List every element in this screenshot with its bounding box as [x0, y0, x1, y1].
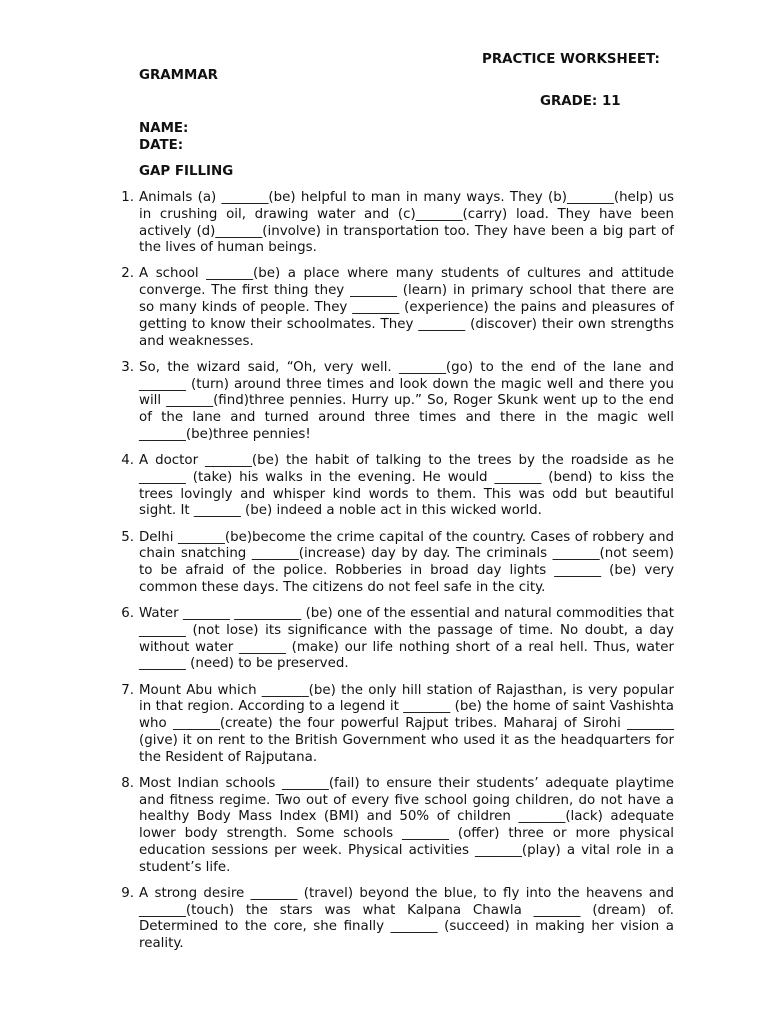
date-label: DATE: [139, 138, 184, 153]
question-text: A strong desire _______ (travel) beyond the blue, to fly into the heavens and _______(touch) the stars was what Kalpana Chawla _______ (dream) of. Determined to the core, she finally _______ (succeed) in making her vision a reality. [139, 885, 674, 952]
question-text: Animals (a) _______(be) helpful to man in many ways. They (b)_______(help) us in crushing oil, drawing water and (c)_______(carry) load. They have been actively (d)_______(involve) in transportation too. They have been a big part of the lives of human beings. [139, 190, 674, 256]
question-number: 6. [121, 606, 134, 622]
name-label: NAME: [139, 121, 189, 136]
question-text: So, the wizard said, “Oh, very well. _______(go) to the end of the lane and _______ (turn) around three times and look down the magic well and there you will _______(find)three pennies. Hurry up.” So, Roger Skunk went up to the end of the lane and turned around three times and there in the magic well _______(be)three pennies! [139, 359, 674, 442]
grade-label: GRADE: 11 [540, 94, 621, 109]
question-item [121, 529, 674, 597]
question-text: A doctor _______(be) the habit of talking to the trees by the roadside as he _______ (take) his walks in the evening. He would _______ (bend) to kiss the trees lovingly and whisper kind words to them. This was odd but beautiful sight. It _______ (be) indeed a noble act in this wicked world. [139, 453, 674, 519]
question-number: 7. [121, 682, 134, 698]
question-number: 8. [121, 775, 134, 791]
question-list [121, 190, 674, 962]
question-item [121, 885, 674, 953]
question-text: Water _______ __________ (be) one of the essential and natural commodities that _______ (not lose) its significance with the passage of time. No doubt, a day without water _______ (make) our life nothing short of a real hell. Thus, water _______ (need) to be preserved. [139, 606, 674, 672]
question-item [121, 775, 674, 877]
question-number: 3. [121, 359, 134, 375]
question-text: A school _______(be) a place where many students of cultures and attitude converge. The first thing they _______ (learn) in primary school that there are so many kinds of people. They _______ (experience) the pains and pleasures of getting to know their schoolmates. They _______ (discover) their own strengths and weaknesses. [139, 266, 674, 349]
subject-heading: GRAMMAR [139, 68, 218, 83]
question-number: 2. [121, 266, 134, 282]
question-number: 4. [121, 453, 134, 469]
question-item [121, 606, 674, 673]
question-item [121, 266, 674, 350]
question-text: Most Indian schools _______(fail) to ensure their students’ adequate playtime and fitness regime. Two out of every five school going children, do not have a healthy Body Mass Index (BMI) and 50% of children _______(lack) adequate lower body strength. Some schools _______ (offer) three or more physical education sessions per week. Physical activities _______(play) a vital role in a student’s life. [139, 775, 674, 875]
section-title: GAP FILLING [139, 164, 234, 179]
question-item [121, 682, 674, 767]
question-text: Mount Abu which _______(be) the only hill station of Rajasthan, is very popular in that region. According to a legend it _______ (be) the home of saint Vashishta who _______(create) the four powerful Rajput tribes. Maharaj of Sirohi _______ (give) it on rent to the British Government who used it as the headquarters for the Resident of Rajputana. [139, 682, 674, 765]
question-item [121, 190, 674, 257]
question-text: Delhi _______(be)become the crime capital of the country. Cases of robbery and chain snatching _______(increase) day by day. The criminals _______(not seem) to be afraid of the police. Robberies in broad day lights _______ (be) very common these days. The citizens do not feel safe in the city. [139, 529, 674, 595]
worksheet-title: PRACTICE WORKSHEET: [482, 52, 660, 67]
question-number: 5. [121, 529, 134, 545]
question-item [121, 453, 674, 520]
question-item [121, 359, 674, 444]
question-number: 1. [121, 190, 134, 205]
question-number: 9. [121, 885, 134, 901]
